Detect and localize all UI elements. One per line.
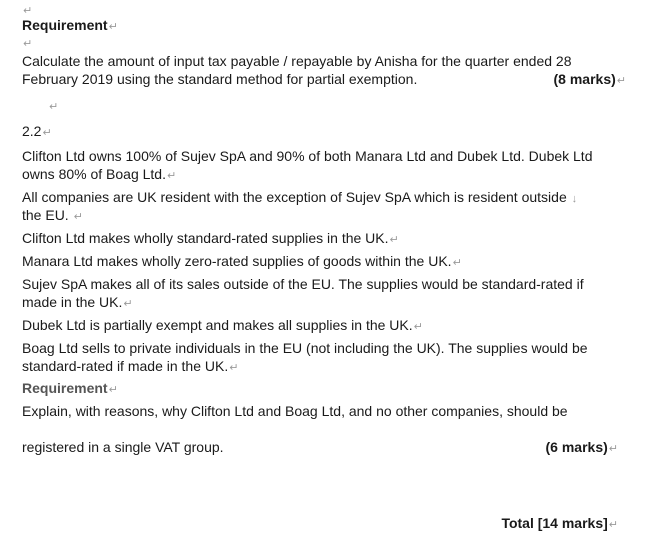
requirement-heading-text: Requirement <box>22 380 108 396</box>
marks-allocation <box>546 438 618 458</box>
paragraph-2-line-2 <box>22 206 622 226</box>
paragraph-7-line-1 <box>22 339 622 357</box>
requirement-text-line-1 <box>22 52 622 70</box>
marks-text: (6 marks) <box>545 439 608 455</box>
section-number-text: 2.2 <box>22 123 42 139</box>
empty-paragraph <box>48 96 646 116</box>
paragraph-text: standard-rated if made in the UK. <box>22 358 229 374</box>
paragraph-mark: ↵ <box>167 170 177 182</box>
total-marks <box>501 514 618 534</box>
paragraph-mark: ↵ <box>123 298 133 310</box>
paragraph-5-line-2 <box>22 293 622 313</box>
paragraph-mark: ↵ <box>108 384 118 396</box>
paragraph-text: Clifton Ltd owns 100% of Sujev SpA and 90% of both Manara Ltd and Dubek Ltd. Dubek Ltd <box>22 148 593 164</box>
line-break-mark: ↓ <box>571 193 578 205</box>
requirement-text: Explain, with reasons, why Clifton Ltd and Boag Ltd, and no other companies, should be <box>22 403 568 419</box>
requirement-text-line-2 <box>22 70 626 88</box>
paragraph-text: Sujev SpA makes all of its sales outside of the EU. The supplies would be standard-rated if <box>22 276 584 292</box>
paragraph-mark: ↵ <box>73 211 83 223</box>
paragraph-5-line-1 <box>22 275 622 293</box>
paragraph-mark: ↵ <box>42 127 52 139</box>
paragraph-mark: ↵ <box>23 5 33 17</box>
requirement-text: February 2019 using the standard method for partial exemption. <box>22 71 418 87</box>
paragraph-text: Manara Ltd makes wholly zero-rated supplies of goods within the UK. <box>22 253 452 269</box>
paragraph-mark: ↵ <box>23 38 33 50</box>
paragraph-1-line-1 <box>22 147 622 165</box>
requirement-2-line-2 <box>22 438 618 456</box>
marks-allocation <box>554 70 626 90</box>
marks-text: (8 marks) <box>553 71 616 87</box>
paragraph-mark: ↵ <box>616 75 626 87</box>
paragraph-2-line-1 <box>22 188 622 208</box>
paragraph-text: the EU. <box>22 207 69 223</box>
empty-paragraph <box>22 33 622 53</box>
requirement-2-line-1 <box>22 402 622 420</box>
paragraph-text: Boag Ltd sells to private individuals in the EU (not including the UK). The supplies would be <box>22 340 588 356</box>
paragraph-text: Dubek Ltd is partially exempt and makes all supplies in the UK. <box>22 317 413 333</box>
paragraph-mark: ↵ <box>49 101 59 113</box>
section-number <box>22 122 622 142</box>
paragraph-6 <box>22 316 622 336</box>
paragraph-1-line-2 <box>22 165 622 185</box>
paragraph-text: All companies are UK resident with the exception of Sujev SpA which is resident outside <box>22 189 567 205</box>
paragraph-mark: ↵ <box>229 362 239 374</box>
total-text: Total [14 marks] <box>501 515 608 531</box>
paragraph-text: Clifton Ltd makes wholly standard-rated supplies in the UK. <box>22 230 389 246</box>
paragraph-3 <box>22 229 622 249</box>
paragraph-mark: ↵ <box>608 519 618 531</box>
paragraph-mark: ↵ <box>413 321 423 333</box>
requirement-heading-text: Requirement <box>22 17 108 33</box>
paragraph-4 <box>22 252 622 272</box>
paragraph-mark: ↵ <box>452 257 462 269</box>
paragraph-mark: ↵ <box>608 443 618 455</box>
paragraph-text: owns 80% of Boag Ltd. <box>22 166 166 182</box>
requirement-text: Calculate the amount of input tax payable / repayable by Anisha for the quarter ended 28 <box>22 53 572 69</box>
paragraph-mark: ↵ <box>108 21 118 33</box>
paragraph-text: made in the UK. <box>22 294 123 310</box>
paragraph-7-line-2 <box>22 357 622 377</box>
paragraph-mark: ↵ <box>389 234 399 246</box>
requirement-text: registered in a single VAT group. <box>22 439 224 455</box>
requirement-heading-2 <box>22 379 622 399</box>
